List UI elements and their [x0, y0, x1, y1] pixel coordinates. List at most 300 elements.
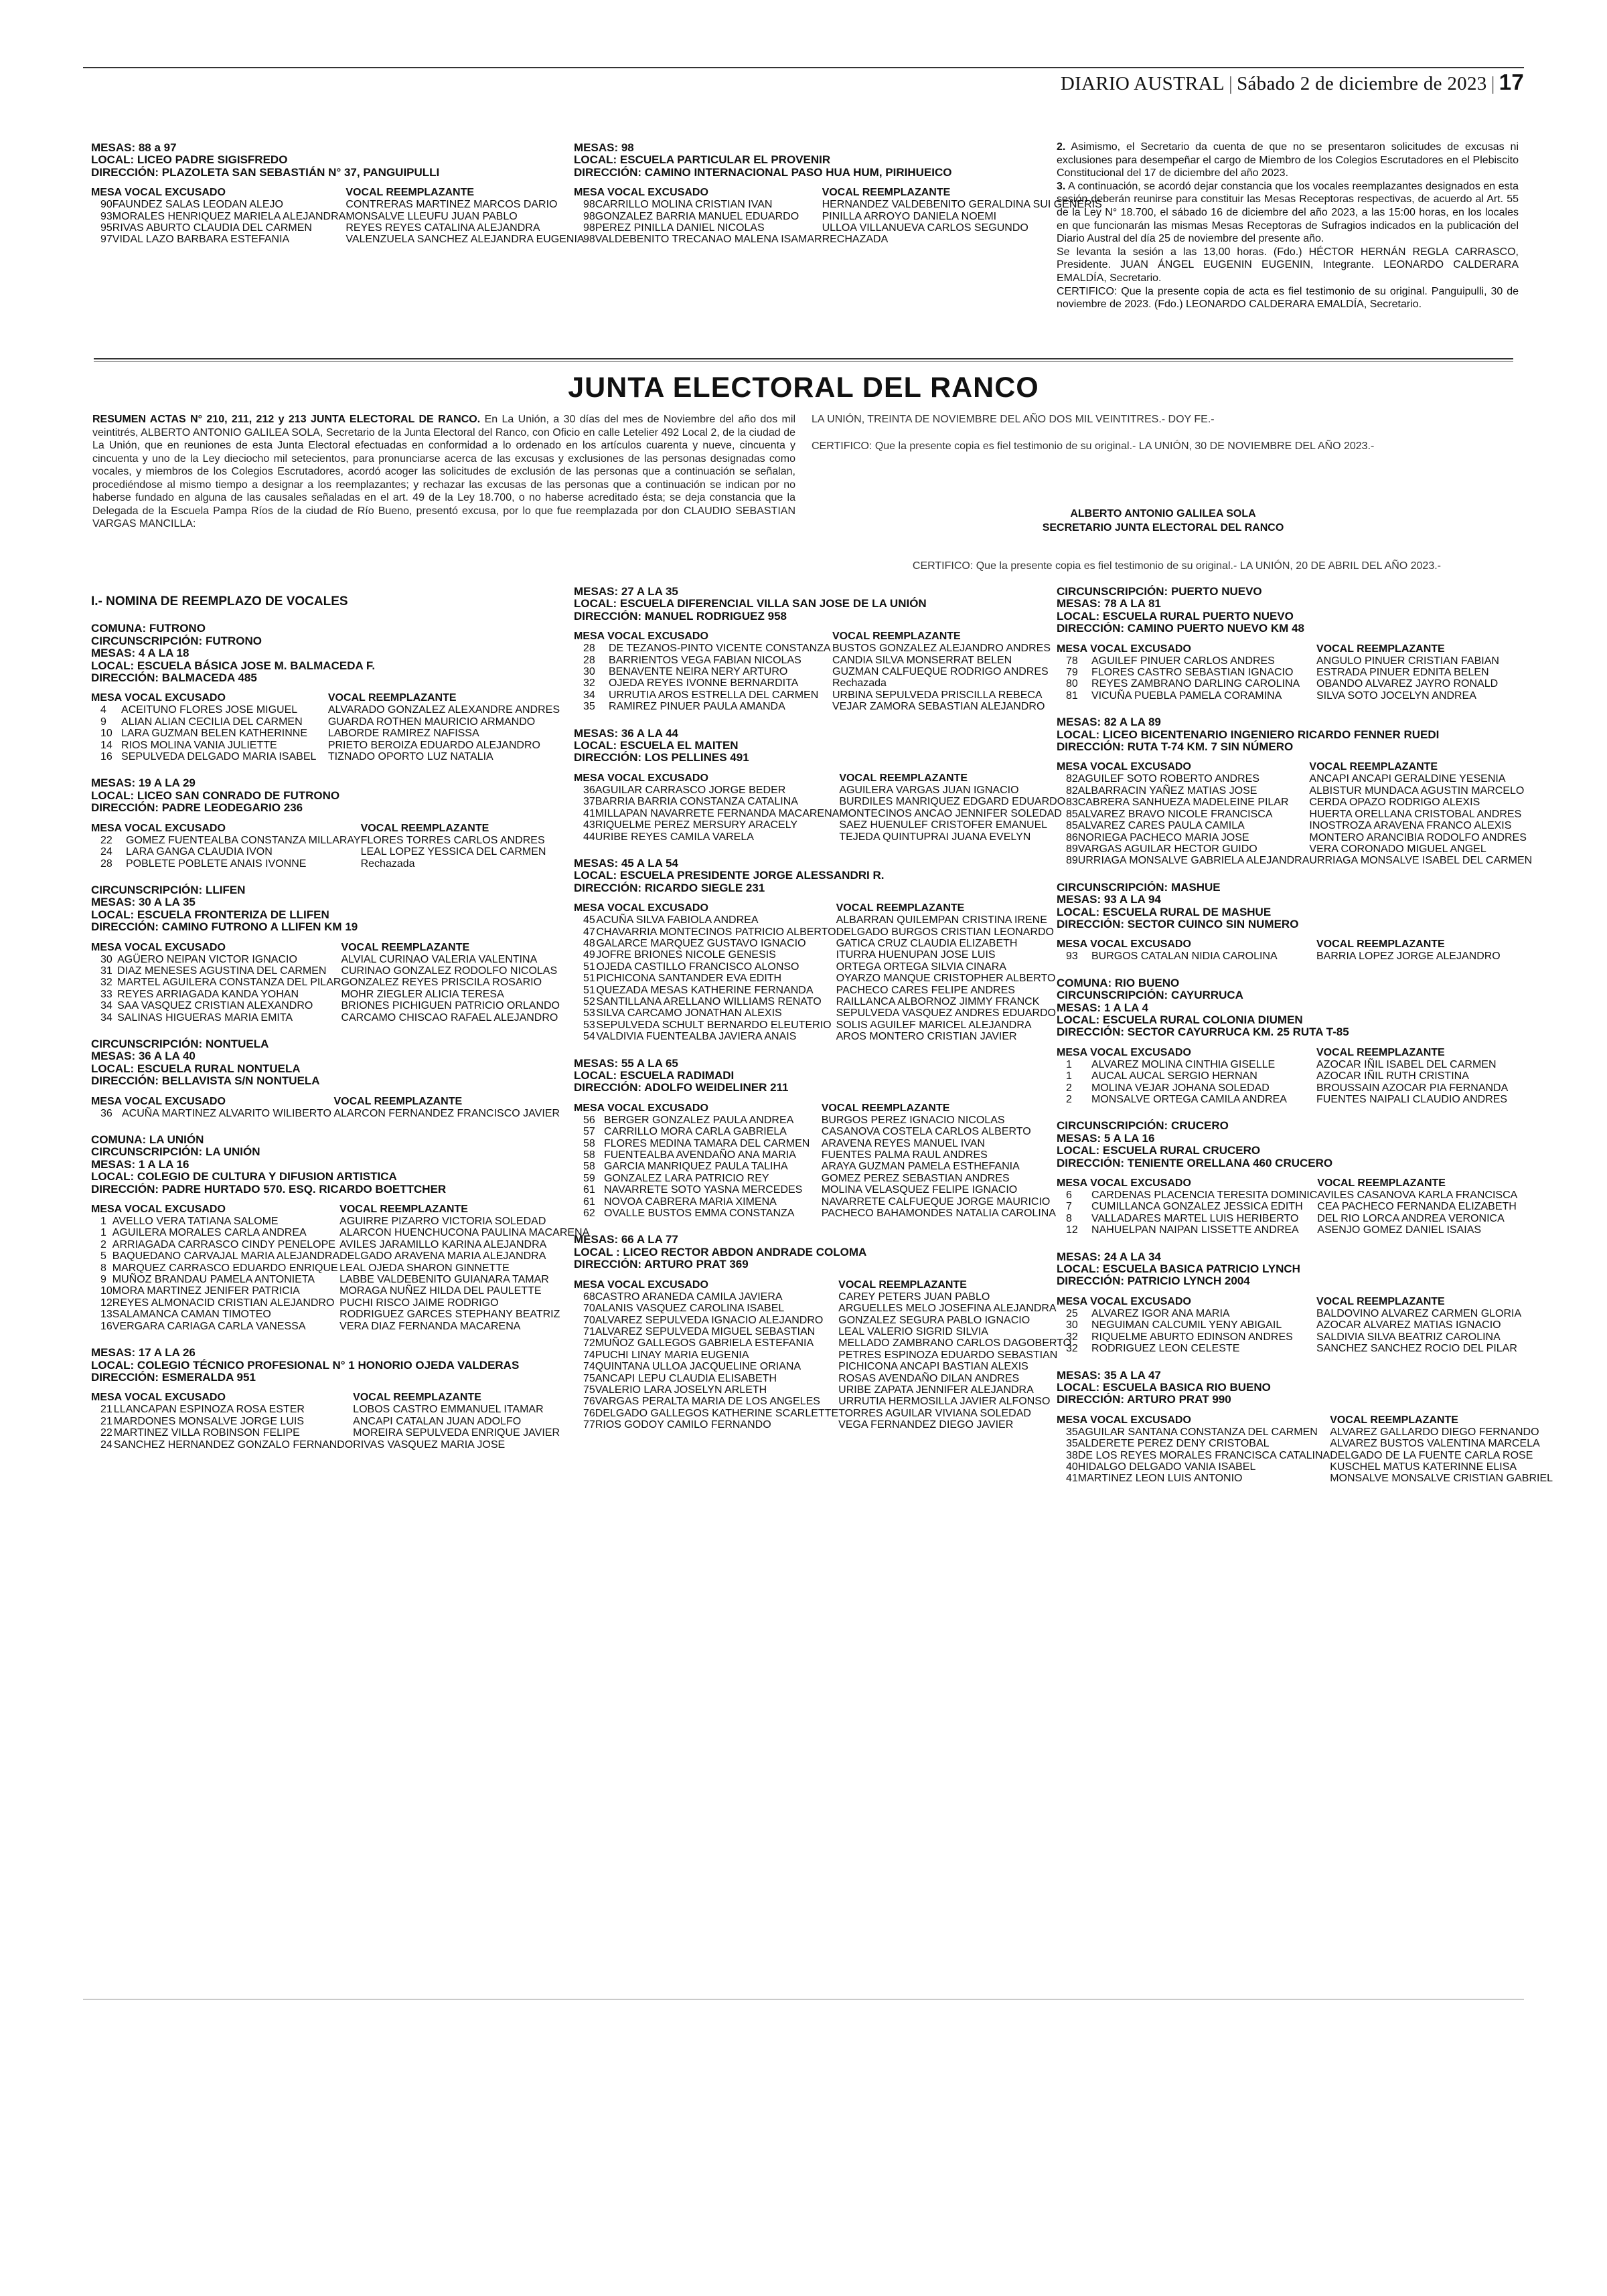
newspaper-name: DIARIO AUSTRAL — [1060, 73, 1225, 94]
vocal-reemplazante: PRIETO BEROIZA EDUARDO ALEJANDRO — [327, 739, 540, 751]
vocal-reemplazante: BARRIA LOPEZ JORGE ALEJANDRO — [1316, 951, 1501, 963]
signature-block — [812, 507, 1515, 535]
vocal-reemplazante: VEJAR ZAMORA SEBASTIAN ALEJANDRO — [832, 701, 1045, 713]
vocal-reemplazante-header: VOCAL REEMPLAZANTE — [1317, 1177, 1446, 1190]
table-row — [574, 973, 1056, 984]
mesa-number: 93 — [1066, 951, 1078, 963]
vocal-excusado: BARRIENTOS VEGA FABIAN NICOLAS — [609, 654, 801, 666]
vocal-reemplazante: RAILLANCA ALBORNOZ JIMMY FRANCK — [836, 995, 1040, 1007]
section-heading-line: DIRECCIÓN: ARTURO PRAT 990 — [1057, 1393, 1231, 1406]
signer-name: ALBERTO ANTONIO GALILEA SOLA — [1070, 508, 1256, 519]
vocal-reemplazante: CARCAMO CHISCAO RAFAEL ALEJANDRO — [341, 1011, 558, 1023]
mesa-number: 34 — [100, 1000, 112, 1012]
section-heading-line: LOCAL: ESCUELA BASICA RIO BUENO — [1057, 1380, 1271, 1394]
vocal-excusado: GALARCE MARQUEZ GUSTAVO IGNACIO — [596, 937, 806, 949]
vocal-table — [574, 1279, 1071, 1431]
vocal-excusado: VIDAL LAZO BARBARA ESTEFANIA — [112, 234, 290, 246]
table-row — [91, 1404, 560, 1415]
mesa-number: 47 — [583, 926, 595, 938]
section-heading-line: CIRCUNSCRIPCIÓN: NONTUELA — [91, 1037, 269, 1050]
vocal-reemplazante-header: VOCAL REEMPLAZANTE — [1316, 643, 1445, 655]
mesa-number: 95 — [100, 222, 112, 234]
section-heading-line: MESAS: 1 A LA 16 — [91, 1157, 189, 1171]
vocal-table — [91, 692, 560, 762]
vocal-reemplazante: PETRES ESPINOZA EDUARDO SEBASTIAN — [838, 1349, 1058, 1361]
table-row — [1057, 1201, 1517, 1212]
section-heading-line: LOCAL: ESCUELA RURAL PUERTO NUEVO — [1057, 609, 1294, 623]
mesa-vocal-header: MESA VOCAL EXCUSADO — [1057, 1177, 1191, 1190]
mesa-section — [574, 726, 1066, 843]
table-row — [1057, 1426, 1553, 1438]
section-heading-line: LOCAL: ESCUELA RURAL COLONIA DIUMEN — [1057, 1013, 1303, 1026]
vocal-excusado: GOMEZ FUENTEALBA CONSTANZA MILLARAY — [126, 834, 361, 846]
mesa-number: 4 — [100, 704, 106, 716]
mesa-number: 2 — [1066, 1082, 1072, 1094]
table-row — [91, 728, 560, 739]
nomina-heading: I.- NOMINA DE REEMPLAZO DE VOCALES — [91, 594, 348, 608]
vocal-excusado: GARCIA MANRIQUEZ PAULA TALIHA — [603, 1161, 788, 1173]
vocal-excusado: NOVOA CABRERA MARIA XIMENA — [603, 1196, 777, 1208]
mesa-vocal-header: MESA VOCAL EXCUSADO — [574, 1102, 708, 1114]
mesa-section — [91, 1038, 560, 1119]
mesa-section — [1057, 1120, 1525, 1236]
vocal-excusado: AGUILAR CARRASCO JORGE BEDER — [595, 784, 786, 796]
signer-role: SECRETARIO JUNTA ELECTORAL DEL RANCO — [1042, 522, 1284, 534]
table-row — [574, 1031, 1056, 1042]
mesa-section — [91, 884, 560, 1023]
vocal-excusado: SILVA CARCAMO JONATHAN ALEXIS — [596, 1007, 782, 1019]
section-heading-line: MESAS: 45 A LA 54 — [574, 856, 678, 870]
mesa-number: 82 — [1066, 773, 1078, 785]
vocal-reemplazante: MONTERO ARANCIBIA RODOLFO ANDRES — [1309, 831, 1527, 843]
section-heading-line: LOCAL: LICEO SAN CONRADO DE FUTRONO — [91, 789, 340, 802]
mesa-section — [574, 1058, 1056, 1220]
table-row — [574, 199, 1102, 210]
vocal-excusado: AGUILEF PINUER CARLOS ANDRES — [1091, 655, 1275, 667]
vocal-excusado: AGUILERA MORALES CARLA ANDREA — [112, 1227, 307, 1239]
mesa-number: 32 — [583, 677, 595, 689]
table-row — [91, 1427, 560, 1439]
vocal-reemplazante: LEAL OJEDA SHARON GINNETTE — [339, 1262, 510, 1274]
mesa-number: 16 — [100, 1320, 112, 1332]
direccion-label: DIRECCIÓN: CAMINO INTERNACIONAL PASO HUA HUM, PIRIHUEICO — [574, 165, 952, 179]
vocal-excusado: QUEZADA MESAS KATHERINE FERNANDA — [596, 984, 814, 996]
vocal-reemplazante: TORRES AGUILAR VIVIANA SOLEDAD — [838, 1407, 1031, 1419]
vocal-table — [574, 1102, 1056, 1220]
vocal-excusado: CASTRO ARANEDA CAMILA JAVIERA — [595, 1291, 783, 1303]
section-heading-line: LOCAL: ESCUELA RADIMADI — [574, 1069, 735, 1082]
mesa-number: 79 — [1066, 667, 1078, 679]
vocal-reemplazante: LABORDE RAMIREZ NAFISSA — [327, 728, 479, 740]
vocal-reemplazante-header: VOCAL REEMPLAZANTE — [333, 1095, 463, 1107]
column-3 — [1057, 585, 1553, 1499]
mesa-number: 2 — [1066, 1094, 1072, 1105]
mesa-number: 28 — [583, 654, 595, 666]
mesa-number: 34 — [583, 689, 595, 701]
mesa-section — [1057, 716, 1533, 867]
vocal-reemplazante: BROUSSAIN AZOCAR PIA FERNANDA — [1316, 1082, 1509, 1094]
section-heading-line: LOCAL: ESCUELA RURAL CRUCERO — [1057, 1144, 1261, 1157]
table-row — [91, 222, 585, 234]
table-row — [1057, 1473, 1553, 1484]
mesa-vocal-header: MESA VOCAL EXCUSADO — [91, 822, 226, 834]
mesa-number: 41 — [583, 807, 595, 819]
vocal-excusado: DELGADO GALLEGOS KATHERINE SCARLETTE — [595, 1407, 839, 1419]
vocal-excusado: ALBARRACIN YAÑEZ MATIAS JOSE — [1077, 785, 1257, 797]
vocal-excusado: PEREZ PINILLA DANIEL NICOLAS — [595, 222, 765, 234]
vocal-table — [1057, 1414, 1553, 1485]
vocal-reemplazante: HERNANDEZ VALDEBENITO GERALDINA SUI GENERIS — [822, 199, 1102, 211]
section-heading-line: COMUNA: FUTRONO — [91, 622, 206, 635]
mesa-number: 75 — [583, 1384, 595, 1396]
vocal-reemplazante: GUARDA ROTHEN MAURICIO ARMANDO — [327, 716, 536, 728]
section-heading-line: DIRECCIÓN: PADRE LEODEGARIO 236 — [91, 801, 303, 815]
vocal-reemplazante: FUENTES PALMA RAUL ANDRES — [821, 1149, 988, 1161]
mesa-number: 30 — [1066, 1319, 1078, 1331]
table-row — [574, 1396, 1071, 1407]
acta-paragraph-3: A continuación, se acordó dejar constancia que los vocales reemplazantes designados en esta sesión deberán reunirse para constituir las Mesas Receptoras respectivas, de acuerdo al Art. 55 de la Ley N° 18.700, el sábado 16 de diciembre del año 2023, a las 15:00 horas, en los locales en que funcionarán las mismas Mesas Receptoras de Sufragios indicados en la publicación del Diario Austral del día 25 de noviembre del presente año. — [1057, 180, 1519, 245]
vocal-excusado: VARGAS AGUILAR HECTOR GUIDO — [1077, 843, 1257, 855]
mesa-number: 86 — [1066, 831, 1078, 843]
vocal-excusado: HIDALGO DELGADO VANIA ISABEL — [1077, 1461, 1256, 1473]
vocal-reemplazante: VERA CORONADO MIGUEL ANGEL — [1309, 843, 1486, 855]
mesa-number: 30 — [583, 666, 595, 678]
direccion-label: DIRECCIÓN: PLAZOLETA SAN SEBASTIÁN N° 37, PANGUIPULLI — [91, 165, 440, 179]
section-heading-line: COMUNA: LA UNIÓN — [91, 1133, 204, 1146]
vocal-excusado: DIAZ MENESES AGUSTINA DEL CARMEN — [117, 965, 327, 977]
mesa-vocal-header: MESA VOCAL EXCUSADO — [574, 902, 708, 914]
mesa-number: 83 — [1066, 797, 1078, 809]
mesa-number: 51 — [583, 973, 595, 985]
section-heading-line: LOCAL: ESCUELA PRESIDENTE JORGE ALESSANDRI R. — [574, 869, 885, 882]
vocal-reemplazante-header: VOCAL REEMPLAZANTE — [836, 902, 965, 914]
vocal-excusado: RIOS MOLINA VANIA JULIETTE — [121, 739, 277, 751]
vocal-reemplazante-header: VOCAL REEMPLAZANTE — [353, 1392, 481, 1404]
vocal-reemplazante: DELGADO DE LA FUENTE CARLA ROSE — [1330, 1449, 1533, 1461]
vocal-reemplazante: Rechazada — [360, 857, 415, 870]
vocal-reemplazante: CANDIA SILVA MONSERRAT BELEN — [832, 654, 1012, 666]
top-column-2 — [574, 141, 1102, 246]
mesa-number: 58 — [583, 1161, 595, 1173]
mesa-number: 59 — [583, 1172, 595, 1184]
vocal-excusado: MORA MARTINEZ JENIFER PATRICIA — [112, 1285, 300, 1297]
vocal-excusado: BERGER GONZALEZ PAULA ANDREA — [603, 1114, 794, 1126]
acta-certifico: CERTIFICO: Que la presente copia de acta es fiel testimonio de su original. Panguipulli, 30 de noviembre de 2023. (Fdo.) LEONARDO CALDERARA EMALDÍA, Secretario. — [1057, 285, 1519, 311]
mesa-number: 33 — [100, 988, 112, 1000]
vocal-table — [574, 187, 1102, 246]
vocal-excusado: VALDEBENITO TRECANAO MALENA ISAMAR — [595, 234, 822, 246]
mesa-number: 12 — [100, 1297, 112, 1309]
doy-fe: LA UNIÓN, TREINTA DE NOVIEMBRE DEL AÑO DOS MIL VEINTITRES.- DOY FE.- — [812, 414, 1215, 425]
vocal-reemplazante: ARAYA GUZMAN PAMELA ESTHEFANIA — [821, 1161, 1020, 1173]
vocal-reemplazante: ROSAS AVENDAÑO DILAN ANDRES — [838, 1372, 1020, 1384]
mesa-number: 75 — [583, 1372, 595, 1384]
mesa-number: 82 — [1066, 785, 1078, 797]
vocal-excusado: AUCAL AUCAL SERGIO HERNAN — [1091, 1070, 1257, 1082]
mesa-section — [1057, 586, 1525, 702]
mesa-number: 89 — [1066, 855, 1078, 867]
vocal-reemplazante: GONZALEZ SEGURA PABLO IGNACIO — [838, 1314, 1030, 1326]
mesa-number: 51 — [583, 961, 595, 973]
mesa-number: 98 — [583, 210, 595, 222]
section-heading-line: MESAS: 5 A LA 16 — [1057, 1131, 1155, 1145]
mesa-number: 71 — [583, 1325, 595, 1337]
vocal-reemplazante: OBANDO ALVAREZ JAYRO RONALD — [1316, 678, 1499, 690]
section-heading-line: LOCAL: ESCUELA EL MAITEN — [574, 739, 739, 752]
vocal-reemplazante: VERA DIAZ FERNANDA MACARENA — [339, 1320, 521, 1332]
mesa-number: 62 — [583, 1208, 595, 1220]
vocal-table — [91, 1204, 589, 1332]
vocal-excusado: ALIAN ALIAN CECILIA DEL CARMEN — [121, 716, 303, 728]
section-heading-line: DIRECCIÓN: BALMACEDA 485 — [91, 671, 257, 685]
vocal-excusado: VALDIVIA FUENTEALBA JAVIERA ANAIS — [596, 1031, 797, 1043]
vocal-reemplazante: PICHICONA ANCAPI BASTIAN ALEXIS — [838, 1361, 1028, 1373]
vocal-excusado: ALVAREZ CARES PAULA CAMILA — [1077, 820, 1245, 832]
vocal-excusado: PUCHI LINAY MARIA EUGENIA — [595, 1349, 749, 1361]
vocal-excusado: OJEDA CASTILLO FRANCISCO ALONSO — [596, 961, 799, 973]
vocal-reemplazante-header: VOCAL REEMPLAZANTE — [822, 187, 951, 199]
vocal-excusado: VARGAS PERALTA MARIA DE LOS ANGELES — [595, 1396, 820, 1408]
table-row — [1057, 1319, 1521, 1331]
section-heading-line: LOCAL: ESCUELA FRONTERIZA DE LLIFEN — [91, 908, 329, 921]
mesa-number: 32 — [1066, 1331, 1078, 1343]
vocal-excusado: URIBE REYES CAMILA VARELA — [595, 831, 754, 843]
table-row — [1057, 1082, 1508, 1094]
mesa-vocal-header: MESA VOCAL EXCUSADO — [91, 941, 226, 953]
vocal-reemplazante: SAEZ HUENULEF CRISTOFER EMANUEL — [839, 819, 1048, 831]
vocal-excusado: ACUÑA MARTINEZ ALVARITO WILIBERTO — [121, 1107, 331, 1119]
table-row — [91, 716, 560, 728]
mesa-number: 30 — [100, 953, 112, 965]
table-row — [574, 1007, 1056, 1019]
local-label: LOCAL: LICEO PADRE SIGISFREDO — [91, 153, 288, 167]
vocal-excusado: ALVAREZ BRAVO NICOLE FRANCISCA — [1077, 808, 1273, 820]
vocal-reemplazante: SEPULVEDA VASQUEZ ANDRES EDUARDO — [836, 1007, 1056, 1019]
mesa-number: 58 — [583, 1149, 595, 1161]
section-heading-line: MESAS: 36 A LA 40 — [91, 1050, 196, 1063]
table-row — [574, 211, 1102, 222]
vocal-reemplazante: GOMEZ PEREZ SEBASTIAN ANDRES — [821, 1172, 1010, 1184]
vocal-excusado: CARDENAS PLACENCIA TERESITA DOMINIC — [1091, 1190, 1318, 1202]
mesa-number: 76 — [583, 1396, 595, 1408]
vocal-reemplazante: URRUTIA HERMOSILLA JAVIER ALFONSO — [838, 1396, 1051, 1408]
section-heading-line: CIRCUNSCRIPCIÓN: CRUCERO — [1057, 1119, 1229, 1133]
mesa-section — [91, 777, 560, 869]
vocal-reemplazante: ANGULO PINUER CRISTIAN FABIAN — [1316, 655, 1499, 667]
mesa-number: 13 — [100, 1309, 112, 1321]
table-row — [574, 1349, 1071, 1361]
mesa-vocal-header: MESA VOCAL EXCUSADO — [91, 692, 226, 704]
vocal-reemplazante: BURGOS PEREZ IGNACIO NICOLAS — [821, 1114, 1005, 1126]
table-row — [574, 819, 1065, 831]
table-row — [1057, 1461, 1553, 1473]
vocal-reemplazante: RIVAS VASQUEZ MARIA JOSE — [353, 1439, 506, 1451]
mesa-number: 53 — [583, 1007, 595, 1019]
mesas-label: MESAS: 98 — [574, 141, 634, 154]
mesa-number: 8 — [1066, 1212, 1072, 1224]
page-number: 17 — [1499, 70, 1524, 94]
mesa-number: 34 — [100, 1011, 112, 1023]
mesa-number: 80 — [1066, 678, 1078, 690]
section-heading-line: LOCAL: ESCUELA RURAL DE MASHUE — [1057, 905, 1272, 918]
table-row — [574, 1419, 1071, 1430]
section-heading-line: MESAS: 93 A LA 94 — [1057, 893, 1161, 906]
mesa-number: 10 — [100, 1285, 112, 1297]
table-row — [574, 1126, 1056, 1137]
vocal-excusado: SANCHEZ HERNANDEZ GONZALO FERNANDO — [113, 1439, 354, 1451]
table-row — [574, 655, 1051, 666]
vocal-excusado: FUENTEALBA AVENDAÑO ANA MARIA — [603, 1149, 796, 1161]
table-row — [91, 1439, 560, 1451]
table-row — [1057, 1438, 1553, 1449]
vocal-reemplazante: GONZALEZ REYES PRISCILA ROSARIO — [341, 977, 542, 989]
vocal-reemplazante: SALDIVIA SILVA BEATRIZ CAROLINA — [1316, 1331, 1501, 1343]
vocal-excusado: SEPULVEDA SCHULT BERNARDO ELEUTERIO — [596, 1019, 832, 1031]
table-row — [574, 808, 1065, 819]
local-label: LOCAL: ESCUELA PARTICULAR EL PROVENIR — [574, 153, 831, 167]
table-row — [574, 961, 1056, 973]
table-row — [574, 1115, 1056, 1126]
table-row — [1057, 1070, 1508, 1082]
vocal-reemplazante: ALBARRAN QUILEMPAN CRISTINA IRENE — [836, 914, 1047, 926]
vocal-excusado: BURGOS CATALAN NIDIA CAROLINA — [1091, 951, 1278, 963]
mesa-number: 32 — [100, 977, 112, 989]
mesa-number: 1 — [100, 1227, 106, 1239]
vocal-excusado: ALVAREZ SEPULVEDA IGNACIO ALEJANDRO — [595, 1314, 824, 1326]
section-heading-line: DIRECCIÓN: SECTOR CUINCO SIN NUMERO — [1057, 917, 1299, 930]
vocal-excusado: MONSALVE ORTEGA CAMILA ANDREA — [1091, 1094, 1287, 1105]
mesa-number: 25 — [1066, 1307, 1078, 1319]
vocal-reemplazante-header: VOCAL REEMPLAZANTE — [821, 1102, 950, 1114]
table-row — [574, 914, 1056, 926]
vocal-excusado: VICUÑA PUEBLA PAMELA CORAMINA — [1091, 689, 1282, 702]
vocal-table — [574, 631, 1051, 712]
mesa-section — [1057, 1251, 1525, 1355]
table-row — [574, 796, 1065, 807]
table-row — [1057, 785, 1532, 797]
vocal-reemplazante: SANCHEZ SANCHEZ ROCIO DEL PILAR — [1316, 1343, 1517, 1355]
acta-paragraph-4: Se levanta la sesión a las 13,00 horas. (Fdo.) HÉCTOR HERNÁN REGLA CARRASCO, Presidente. JUAN ÁNGEL EUGENIN EUGENIN, Integrante. LEONARDO CALDERARA EMALDÍA, Secretario. — [1057, 246, 1519, 284]
table-row — [574, 1337, 1071, 1349]
vocal-excusado: PICHICONA SANTANDER EVA EDITH — [596, 973, 782, 985]
vocal-excusado: FLORES CASTRO SEBASTIAN IGNACIO — [1091, 667, 1294, 679]
vocal-excusado: MORALES HENRIQUEZ MARIELA ALEJANDRA — [112, 210, 346, 222]
section-heading-line: DIRECCIÓN: ADOLFO WEIDELINER 211 — [574, 1081, 789, 1094]
mesa-number: 41 — [1066, 1473, 1078, 1485]
vocal-excusado: CARRILLO MOLINA CRISTIAN IVAN — [595, 199, 773, 211]
mesa-vocal-header: MESA VOCAL EXCUSADO — [1057, 1414, 1191, 1426]
vocal-reemplazante: ANCAPI ANCAPI GERALDINE YESENIA — [1309, 773, 1506, 785]
vocal-reemplazante: TIZNADO OPORTO LUZ NATALIA — [327, 751, 493, 763]
table-row — [1057, 1213, 1517, 1224]
table-row — [91, 704, 560, 716]
vocal-reemplazante: PACHECO CARES FELIPE ANDRES — [836, 984, 1015, 996]
mesa-section — [91, 1347, 560, 1451]
vocal-table — [1057, 1296, 1521, 1355]
vocal-reemplazante: AVILES CASANOVA KARLA FRANCISCA — [1317, 1190, 1518, 1202]
section-heading-line: DIRECCIÓN: ARTURO PRAT 369 — [574, 1258, 749, 1271]
table-row — [1057, 820, 1532, 831]
vocal-reemplazante: URBINA SEPULVEDA PRISCILLA REBECA — [832, 689, 1043, 701]
section-heading-line: MESAS: 4 A LA 18 — [91, 647, 189, 660]
table-row — [574, 666, 1051, 677]
vocal-excusado: URRUTIA AROS ESTRELLA DEL CARMEN — [609, 689, 819, 701]
mesa-vocal-header: MESA VOCAL EXCUSADO — [1057, 1295, 1191, 1307]
table-row — [91, 751, 560, 762]
table-row — [574, 985, 1056, 996]
section-heading-line: LOCAL: COLEGIO TÉCNICO PROFESIONAL N° 1 HONORIO OJEDA VALDERAS — [91, 1358, 520, 1372]
mesa-number: 85 — [1066, 820, 1078, 832]
mesa-number: 35 — [1066, 1438, 1078, 1450]
vocal-excusado: LARA GUZMAN BELEN KATHERINNE — [121, 728, 307, 740]
table-row — [574, 222, 1102, 234]
mesa-number: 36 — [583, 784, 595, 796]
section-heading-line: DIRECCIÓN: RICARDO SIEGLE 231 — [574, 881, 765, 894]
mesa-number: 1 — [100, 1216, 106, 1228]
vocal-excusado: ALANIS VASQUEZ CAROLINA ISABEL — [595, 1303, 785, 1315]
mesa-number: 43 — [583, 819, 595, 831]
table-row — [1057, 1331, 1521, 1343]
section-heading-line: MESAS: 78 A LA 81 — [1057, 597, 1161, 610]
section-divider — [94, 361, 1513, 362]
table-row — [91, 1000, 560, 1011]
section-heading-line: DIRECCIÓN: PADRE HURTADO 570. ESQ. RICARDO BOETTCHER — [91, 1182, 447, 1196]
vocal-reemplazante: MONSALVE MONSALVE CRISTIAN GABRIEL — [1330, 1473, 1553, 1485]
vocal-excusado: AGUILEF SOTO ROBERTO ANDRES — [1077, 773, 1259, 785]
resumen-lead: RESUMEN ACTAS N° 210, 211, 212 y 213 JUNTA ELECTORAL DE RANCO. — [92, 414, 481, 425]
section-heading-line: COMUNA: RIO BUENO — [1057, 976, 1180, 989]
section-heading-line: DIRECCIÓN: LOS PELLINES 491 — [574, 751, 749, 764]
vocal-reemplazante: PINILLA ARROYO DANIELA NOEMI — [822, 210, 997, 222]
table-row — [1057, 1059, 1508, 1070]
mesa-vocal-header: MESA VOCAL EXCUSADO — [1057, 1046, 1191, 1058]
vocal-excusado: LARA GANGA CLAUDIA IVON — [126, 846, 273, 858]
mesa-vocal-header: MESA VOCAL EXCUSADO — [91, 1392, 226, 1404]
mesa-number: 74 — [583, 1349, 595, 1361]
section-heading-line: MESAS: 66 A LA 77 — [574, 1233, 678, 1246]
section-title: JUNTA ELECTORAL DEL RANCO — [568, 372, 1039, 404]
mesas-label: MESAS: 88 a 97 — [91, 141, 177, 154]
table-row — [91, 1216, 589, 1227]
vocal-reemplazante: MONSALVE LLEUFU JUAN PABLO — [346, 210, 518, 222]
vocal-excusado: RIQUELME ABURTO EDINSON ANDRES — [1091, 1331, 1293, 1343]
table-row — [574, 949, 1056, 961]
section-heading-line: CIRCUNSCRIPCIÓN: LLIFEN — [91, 883, 246, 896]
section-heading-line: MESAS: 17 A LA 26 — [91, 1346, 196, 1360]
vocal-reemplazante: Rechazada — [832, 677, 887, 689]
vocal-excusado: MARTINEZ VILLA ROBINSON FELIPE — [113, 1427, 300, 1439]
vocal-table — [1057, 1177, 1517, 1236]
vocal-reemplazante: MORAGA NUÑEZ HILDA DEL PAULETTE — [339, 1285, 542, 1297]
table-row — [1057, 809, 1532, 820]
mesa-section — [574, 857, 1056, 1043]
vocal-excusado: BENAVENTE NEIRA NERY ARTURO — [609, 666, 788, 678]
vocal-reemplazante: TEJEDA QUINTUPRAI JUANA EVELYN — [839, 831, 1031, 843]
mesa-number: 22 — [100, 834, 112, 846]
table-row — [91, 954, 560, 965]
vocal-reemplazante: AZOCAR ALVAREZ MATIAS IGNACIO — [1316, 1319, 1501, 1331]
section-heading-line: CIRCUNSCRIPCIÓN: LA UNIÓN — [91, 1145, 260, 1159]
section-heading-line: LOCAL: ESCUELA BASICA PATRICIO LYNCH — [1057, 1262, 1300, 1276]
section-heading-line: MESAS: 30 A LA 35 — [91, 896, 196, 909]
vocal-reemplazante: DEL RIO LORCA ANDREA VERONICA — [1317, 1212, 1505, 1224]
vocal-excusado: AGÜERO NEIPAN VICTOR IGNACIO — [117, 953, 297, 965]
section-divider — [94, 358, 1513, 359]
table-row — [1057, 843, 1532, 855]
vocal-excusado: VALERIO LARA JOSELYN ARLETH — [595, 1384, 767, 1396]
mesa-number: 51 — [583, 984, 595, 996]
vocal-excusado: MARTEL AGUILERA CONSTANZA DEL PILAR — [117, 977, 341, 989]
